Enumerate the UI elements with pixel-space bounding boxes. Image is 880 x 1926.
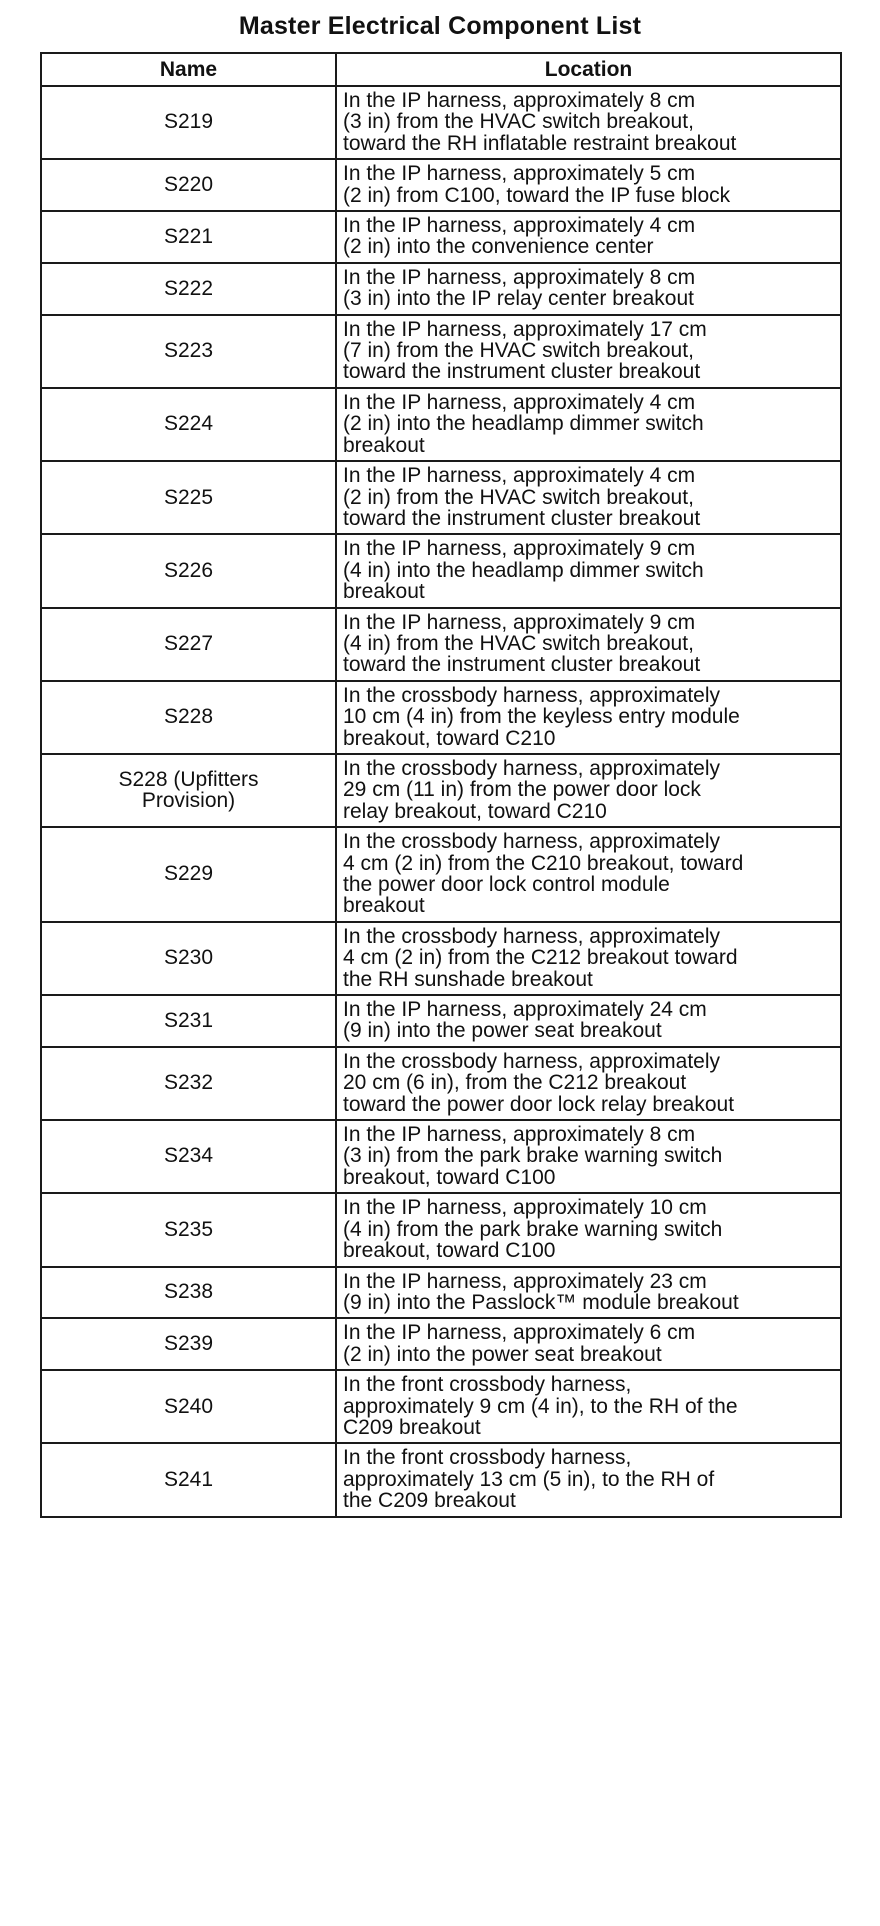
component-name: S223 xyxy=(163,339,214,363)
location-text-line: In the IP harness, approximately 8 cm xyxy=(343,89,696,112)
table-row xyxy=(41,1120,841,1193)
location-text-line: In the IP harness, approximately 9 cm xyxy=(343,537,696,561)
component-location-cell xyxy=(336,995,841,1047)
component-name-cell xyxy=(41,608,336,681)
location-text-line: toward the instrument cluster breakout xyxy=(343,653,701,677)
table-row xyxy=(41,995,841,1047)
location-text-line: 20 cm (6 in), from the C212 breakout xyxy=(343,1071,687,1095)
component-name-cell xyxy=(41,1193,336,1266)
component-location-cell xyxy=(336,1047,841,1120)
component-location-cell xyxy=(336,534,841,607)
location-text-line: In the IP harness, approximately 4 cm xyxy=(343,214,696,238)
component-name-cell xyxy=(41,211,336,263)
component-location-cell xyxy=(336,388,841,461)
location-text-line: (2 in) into the headlamp dimmer switch xyxy=(343,412,704,436)
component-name: S238 xyxy=(163,1280,214,1304)
table-row xyxy=(41,608,841,681)
component-location-cell xyxy=(336,1120,841,1193)
location-text-line: (2 in) into the power seat breakout xyxy=(343,1342,662,1366)
location-text-line: (7 in) from the HVAC switch breakout, xyxy=(343,339,694,363)
location-text-line: (9 in) into the Passlock™ module breakout xyxy=(343,1290,739,1314)
location-text-line: the power door lock control module xyxy=(343,873,670,896)
location-text-line: In the IP harness, approximately 24 cm xyxy=(343,998,707,1022)
location-text-line: In the crossbody harness, approximately xyxy=(343,1049,721,1073)
component-name-cell xyxy=(41,681,336,754)
table-row xyxy=(41,922,841,995)
component-location-cell xyxy=(336,827,841,922)
location-text-line: 4 cm (2 in) from the C212 breakout toward xyxy=(343,946,738,970)
component-location-cell xyxy=(336,1370,841,1443)
table-row xyxy=(41,388,841,461)
location-text-line: In the front crossbody harness, xyxy=(343,1373,632,1397)
component-name: S228 (Upfitters xyxy=(118,767,259,791)
location-text-line: (3 in) from the HVAC switch breakout, xyxy=(343,110,694,134)
component-name-cell xyxy=(41,461,336,534)
table-row xyxy=(41,827,841,922)
location-text-line: (3 in) into the IP relay center breakout xyxy=(343,287,694,311)
table-row xyxy=(41,263,841,315)
location-text-line: 10 cm (4 in) from the keyless entry module xyxy=(343,705,740,729)
location-text-line: toward the power door lock relay breakout xyxy=(343,1092,735,1116)
component-location-cell xyxy=(336,263,841,315)
table-row xyxy=(41,754,841,827)
component-name-cell xyxy=(41,159,336,211)
name-column-header: Name xyxy=(41,53,336,86)
component-name-cell xyxy=(41,263,336,315)
location-text-line: relay breakout, toward C210 xyxy=(343,799,607,823)
table-row xyxy=(41,211,841,263)
component-location-cell xyxy=(336,315,841,388)
table-row xyxy=(41,534,841,607)
component-name: S226 xyxy=(163,558,214,582)
location-text-line: the RH sunshade breakout xyxy=(343,967,593,991)
component-name: S231 xyxy=(163,1008,214,1032)
table-row xyxy=(41,1443,841,1516)
component-name: S225 xyxy=(163,485,214,509)
location-text-line: (3 in) from the park brake warning switch xyxy=(343,1144,723,1168)
location-text-line: (4 in) from the park brake warning switch xyxy=(343,1217,723,1241)
component-name: S219 xyxy=(163,110,214,134)
table-row xyxy=(41,86,841,159)
component-name: S239 xyxy=(163,1332,214,1356)
component-name: S240 xyxy=(163,1394,214,1418)
location-text-line: toward the instrument cluster breakout xyxy=(343,506,701,530)
table-row xyxy=(41,159,841,211)
table-row xyxy=(41,1370,841,1443)
table-header xyxy=(41,53,841,86)
component-name-cell xyxy=(41,1443,336,1516)
location-text-line: In the crossbody harness, approximately xyxy=(343,756,721,780)
component-location-cell xyxy=(336,1193,841,1266)
location-text-line: approximately 13 cm (5 in), to the RH of xyxy=(343,1467,715,1491)
location-text-line: (4 in) into the headlamp dimmer switch xyxy=(343,558,704,582)
component-location-cell xyxy=(336,86,841,159)
component-name: S227 xyxy=(163,631,214,655)
component-name-cell xyxy=(41,922,336,995)
location-text-line: toward the instrument cluster breakout xyxy=(343,360,701,384)
location-text-line: In the IP harness, approximately 4 cm xyxy=(343,464,696,488)
component-name: S234 xyxy=(163,1144,214,1168)
location-text-line: In the IP harness, approximately 8 cm xyxy=(343,1123,696,1147)
location-text-line: In the IP harness, approximately 23 cm xyxy=(343,1269,707,1293)
component-name-cell xyxy=(41,827,336,922)
table-row xyxy=(41,1193,841,1266)
location-text-line: (4 in) from the HVAC switch breakout, xyxy=(343,631,694,655)
component-location-cell xyxy=(336,461,841,534)
component-name: S230 xyxy=(163,946,214,970)
component-table xyxy=(40,52,842,1518)
component-location-cell xyxy=(336,1443,841,1516)
location-text-line: the C209 breakout xyxy=(343,1489,516,1513)
location-text-line: In the crossbody harness, approximately xyxy=(343,830,721,854)
component-name-cell xyxy=(41,534,336,607)
location-text-line: (2 in) into the convenience center xyxy=(343,235,654,259)
component-name: S232 xyxy=(163,1071,214,1095)
location-text-line: In the front crossbody harness, xyxy=(343,1446,632,1470)
component-name-cell xyxy=(41,1318,336,1370)
location-text-line: In the IP harness, approximately 8 cm xyxy=(343,265,696,289)
component-name-cell xyxy=(41,86,336,159)
table-row xyxy=(41,1318,841,1370)
component-location-cell xyxy=(336,1318,841,1370)
table-body xyxy=(41,86,841,1517)
location-text-line: breakout xyxy=(343,433,425,457)
component-name: S222 xyxy=(163,276,214,300)
location-text-line: 4 cm (2 in) from the C210 breakout, toward xyxy=(343,851,744,875)
component-location-cell xyxy=(336,608,841,681)
location-text-line: In the IP harness, approximately 17 cm xyxy=(343,317,707,341)
header-row xyxy=(41,53,841,86)
location-text-line: (2 in) from the HVAC switch breakout, xyxy=(343,485,694,509)
location-text-line: breakout xyxy=(343,894,425,918)
location-text-line: (2 in) from C100, toward the IP fuse block xyxy=(343,183,731,207)
location-text-line: In the crossbody harness, approximately xyxy=(343,924,721,948)
component-name-cell xyxy=(41,1047,336,1120)
component-name: S220 xyxy=(163,172,214,196)
component-name: S229 xyxy=(163,862,214,886)
location-text-line: (9 in) into the power seat breakout xyxy=(343,1019,662,1043)
location-text-line: 29 cm (11 in) from the power door lock xyxy=(343,778,701,802)
component-location-cell xyxy=(336,159,841,211)
location-text-line: breakout, toward C100 xyxy=(343,1239,556,1263)
component-name-cell xyxy=(41,388,336,461)
component-name: S235 xyxy=(163,1217,214,1241)
component-name: S224 xyxy=(163,412,214,436)
table-row xyxy=(41,1267,841,1319)
table-row xyxy=(41,461,841,534)
component-name: S241 xyxy=(163,1467,214,1491)
location-text-line: toward the RH inflatable restraint breakout xyxy=(343,131,737,155)
location-text-line: approximately 9 cm (4 in), to the RH of the xyxy=(343,1394,738,1418)
page-title: Master Electrical Component List xyxy=(238,12,642,40)
component-name-cell xyxy=(41,754,336,827)
table-row xyxy=(41,681,841,754)
component-name-cell xyxy=(41,1370,336,1443)
location-text-line: In the IP harness, approximately 9 cm xyxy=(343,610,696,634)
location-text-line: In the IP harness, approximately 4 cm xyxy=(343,390,696,414)
table-row xyxy=(41,1047,841,1120)
component-name: Provision) xyxy=(141,789,236,813)
component-location-cell xyxy=(336,754,841,827)
location-text-line: breakout, toward C100 xyxy=(343,1165,556,1189)
location-text-line: In the IP harness, approximately 10 cm xyxy=(343,1196,707,1220)
location-text-line: In the IP harness, approximately 6 cm xyxy=(343,1321,696,1345)
location-text-line: breakout, toward C210 xyxy=(343,726,556,750)
component-name-cell xyxy=(41,1267,336,1319)
location-text-line: In the crossbody harness, approximately xyxy=(343,683,721,707)
component-name: S228 xyxy=(163,705,214,729)
location-text-line: breakout xyxy=(343,580,425,604)
component-name: S221 xyxy=(163,224,214,248)
component-name-cell xyxy=(41,995,336,1047)
location-text-line: C209 breakout xyxy=(343,1415,481,1439)
component-location-cell xyxy=(336,211,841,263)
component-location-cell xyxy=(336,922,841,995)
component-location-cell xyxy=(336,681,841,754)
component-name-cell xyxy=(41,1120,336,1193)
location-text-line: In the IP harness, approximately 5 cm xyxy=(343,162,696,186)
location-column-header: Location xyxy=(336,53,841,86)
table-row xyxy=(41,315,841,388)
component-location-cell xyxy=(336,1267,841,1319)
component-name-cell xyxy=(41,315,336,388)
